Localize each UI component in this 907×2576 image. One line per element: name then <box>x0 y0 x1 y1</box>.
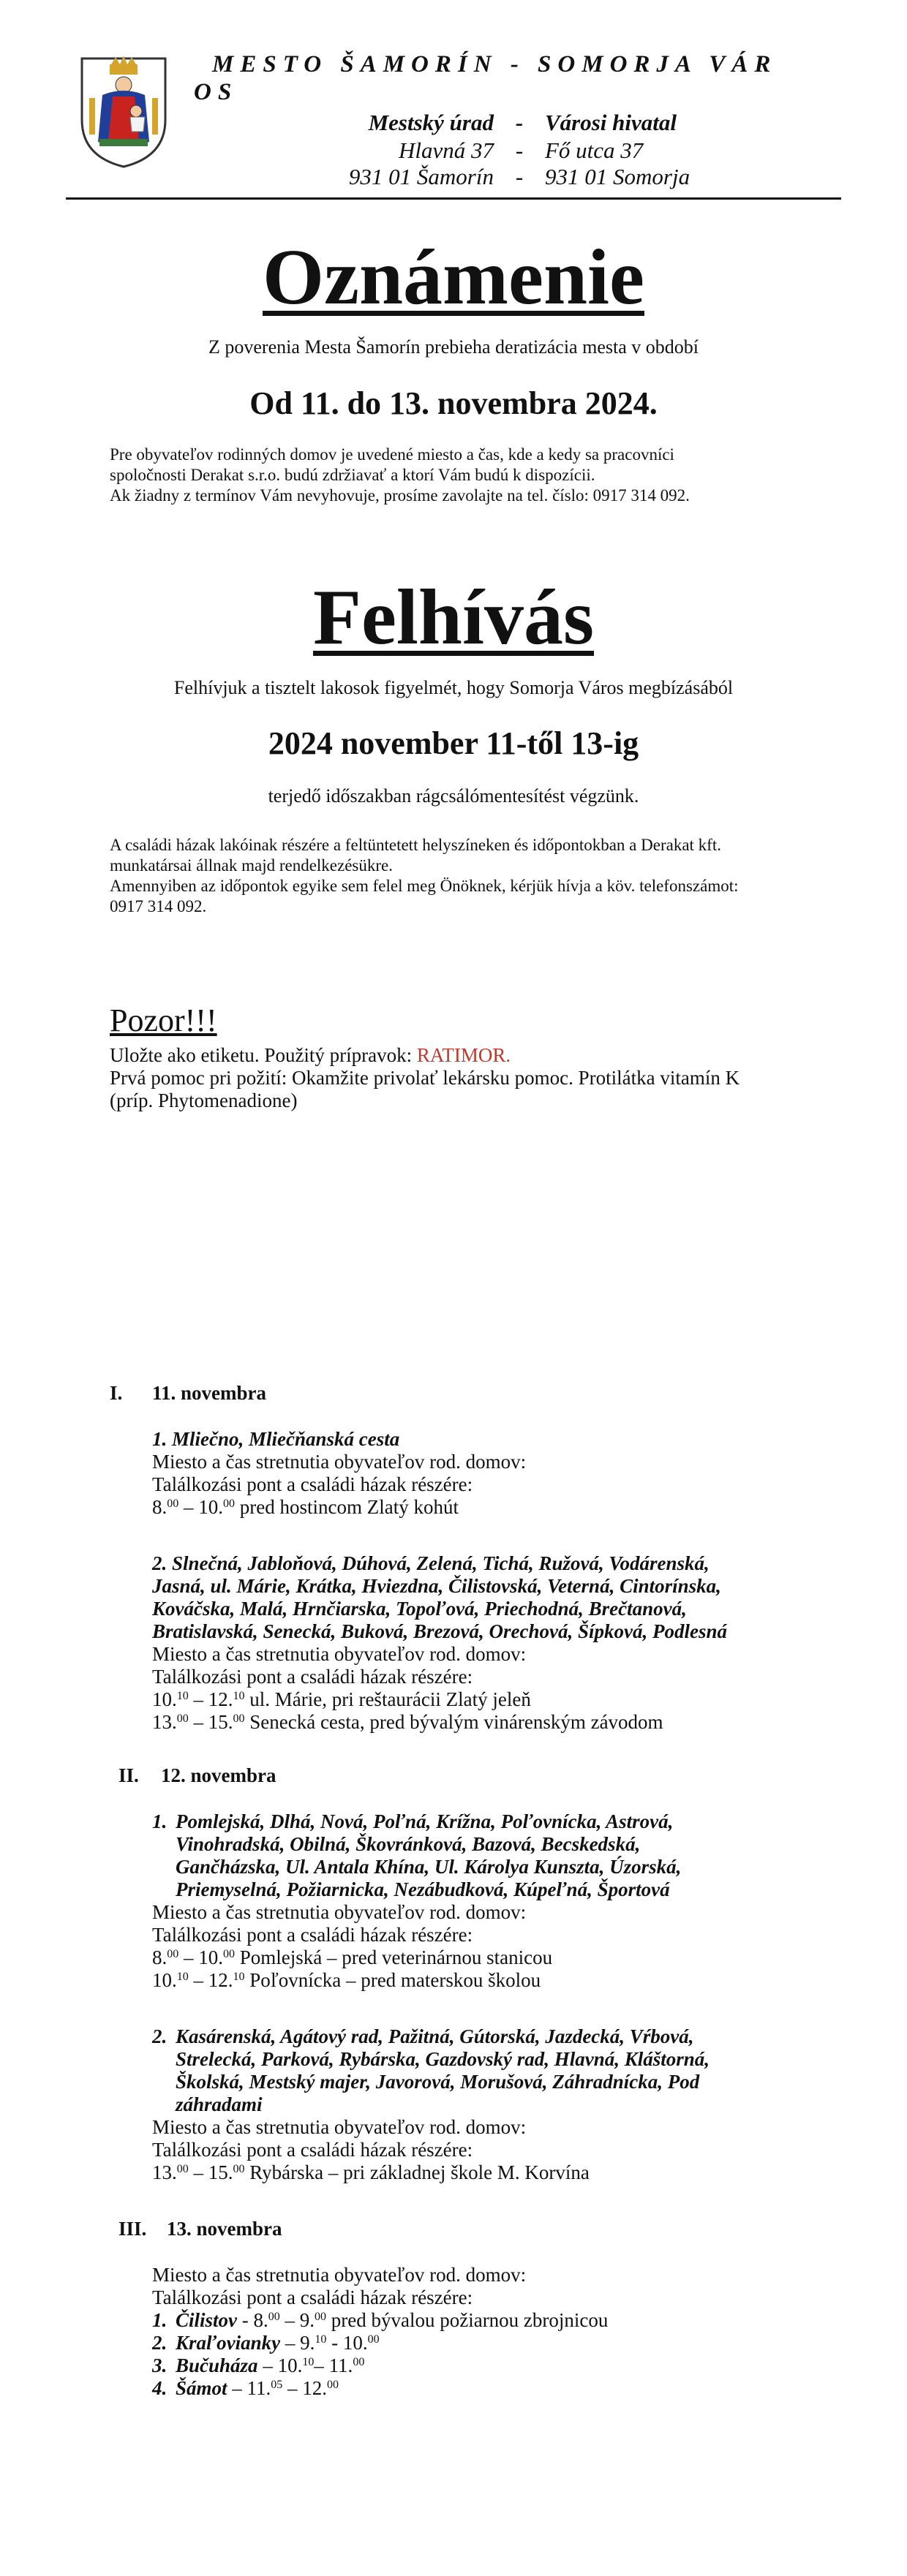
list-item: 3. Bučuháza – 10.10– 11.00 <box>152 2354 365 2376</box>
street-sk: Hlavná 37 <box>398 137 494 163</box>
sk-intro: Z poverenia Mesta Šamorín prebieha deratizácia mesta v období <box>208 336 699 358</box>
separator-dash: - <box>515 164 524 189</box>
list-item: 4. Šámot – 11.05 – 12.00 <box>152 2377 339 2399</box>
day-3-group <box>152 2264 825 2400</box>
streets-title: 1. Mliečno, Mliečňanská cesta <box>152 1428 400 1450</box>
time-line: 13.00 – 15.00 Senecká cesta, pred bývalým vinárenským závodom <box>152 1711 663 1733</box>
meet-hu: Találkozási pont a családi házak részére: <box>152 1924 473 1946</box>
time-line: 10.10 – 12.10 ul. Márie, pri reštaurácii Zlatý jeleň <box>152 1688 531 1710</box>
time-line: 13.00 – 15.00 Rybárska – pri základnej škole M. Korvína <box>152 2161 590 2183</box>
sk-para-line: spoločnosti Derakat s.r.o. budú zdržiavať a ktorí Vám budú k dispozícii. <box>110 466 595 484</box>
header-divider <box>66 197 841 200</box>
hu-date: 2024 november 11-től 13-ig <box>268 725 639 761</box>
hu-para-line: 0917 314 092. <box>110 897 207 915</box>
sk-para-line: Pre obyvateľov rodinných domov je uvedené miesto a čas, kde a kedy sa pracovníci <box>110 445 674 464</box>
day-1-group-1 <box>152 1428 825 1519</box>
warning-line2: Prvá pomoc pri požití: Okamžite privolať lekársku pomoc. Protilátka vitamín K <box>110 1067 740 1089</box>
streets-line: Priemyselná, Požiarnicka, Nezábudková, Kúpeľná, Športová <box>176 1878 670 1900</box>
hu-intro2: terjedő időszakban rágcsálómentesítést végzünk. <box>268 785 639 807</box>
hu-paragraph <box>110 835 812 917</box>
sk-title: Oznámenie <box>263 234 644 321</box>
day-1-group-2 <box>152 1552 825 1734</box>
hu-para-line: munkatársai állnak majd rendelkezésükre. <box>110 856 394 875</box>
streets-line: Kováčska, Malá, Hrnčiarska, Topoľová, Priechodná, Brečtanová, <box>152 1598 687 1620</box>
header-zip-row <box>285 164 764 190</box>
sk-paragraph <box>110 445 812 506</box>
meet-sk: Miesto a čas stretnutia obyvateľov rod. domov: <box>152 2264 527 2286</box>
day-2-group-1 <box>152 1810 825 1992</box>
day-1-roman: I. <box>110 1382 123 1404</box>
sk-para-line: Ak žiadny z termínov Vám nevyhovuje, prosíme zavolajte na tel. číslo: 0917 314 092. <box>110 486 690 505</box>
meet-sk: Miesto a čas stretnutia obyvateľov rod. domov: <box>152 2116 527 2138</box>
day-1-label: 11. novembra <box>152 1382 267 1404</box>
time-line: 10.10 – 12.10 Poľovnícka – pred materskou školou <box>152 1969 541 1991</box>
city-name-line1: MESTO ŠAMORÍN - SOMORJA VÁR <box>212 51 778 78</box>
separator-dash: - <box>515 137 524 163</box>
header-street-row <box>285 137 764 164</box>
time-line: 8.00 – 10.00 Pomlejská – pred veterinárnou stanicou <box>152 1946 553 1968</box>
day-2-label: 12. novembra <box>161 1764 276 1786</box>
meet-sk: Miesto a čas stretnutia obyvateľov rod. domov: <box>152 1451 527 1473</box>
hu-para-line: Amennyiben az időpontok egyike sem felel meg Önöknek, kérjük hívja a köv. telefonszámot: <box>110 877 739 895</box>
zip-hu: 931 01 Somorja <box>545 164 690 189</box>
warning-line3: (príp. Phytomenadione) <box>110 1089 298 1111</box>
streets-line: Bratislavská, Senecká, Buková, Brezová, Orechová, Šípková, Podlesná <box>152 1620 727 1642</box>
streets-line: Vinohradská, Obilná, Škovránková, Bazová, Becskedská, <box>176 1833 641 1855</box>
meet-hu: Találkozási pont a családi házak részére: <box>152 2139 473 2161</box>
header-office-row <box>285 110 764 136</box>
meet-sk: Miesto a čas stretnutia obyvateľov rod. domov: <box>152 1901 527 1923</box>
city-name-line2: OS <box>194 79 238 105</box>
streets-line: záhradami <box>176 2093 263 2115</box>
separator-dash: - <box>515 110 524 135</box>
zip-sk: 931 01 Šamorín <box>348 164 494 189</box>
day-3-roman: III. <box>118 2218 147 2240</box>
office-sk: Mestský úrad <box>368 110 494 135</box>
street-hu: Fő utca 37 <box>545 137 644 163</box>
warning-text <box>110 1044 841 1112</box>
meet-hu: Találkozási pont a családi házak részére: <box>152 2286 473 2308</box>
meet-hu: Találkozási pont a családi házak részére: <box>152 1473 473 1495</box>
warning-line1-prefix: Uložte ako etiketu. Použitý prípravok: <box>110 1044 417 1066</box>
hu-intro: Felhívjuk a tisztelt lakosok figyelmét, hogy Somorja Város megbízásából <box>173 677 734 698</box>
streets-line: 2. Slnečná, Jabloňová, Dúhová, Zelená, Tichá, Ružová, Vodárenská, <box>152 1552 710 1574</box>
streets-line: Gančházska, Ul. Antala Khína, Ul. Károlya Kunszta, Úzorská, <box>176 1856 682 1878</box>
coat-of-arms-logo <box>78 54 170 170</box>
streets-line: 2. Kasárenská, Agátový rad, Pažitná, Gútorská, Jazdecká, Vŕbová, <box>152 2025 694 2047</box>
list-item: 2. Kraľovianky – 9.10 - 10.00 <box>152 2332 380 2354</box>
hu-title: Felhívás <box>312 574 594 661</box>
list-item: 1. Čilistov - 8.00 – 9.00 pred bývalou požiarnou zbrojnicou <box>152 2309 609 2331</box>
office-hu: Városi hivatal <box>545 110 677 135</box>
meet-hu: Találkozási pont a családi házak részére: <box>152 1666 473 1688</box>
time-line: 8.00 – 10.00 pred hostincom Zlatý kohút <box>152 1496 459 1518</box>
streets-line: 1. Pomlejská, Dlhá, Nová, Poľná, Krížna, Poľovnícka, Astrová, <box>152 1810 674 1832</box>
meet-sk: Miesto a čas stretnutia obyvateľov rod. domov: <box>152 1643 527 1665</box>
sk-date: Od 11. do 13. novembra 2024. <box>249 385 658 421</box>
hu-para-line: A családi házak lakóinak részére a feltüntetett helyszíneken és időpontokban a Derakat kft. <box>110 836 721 854</box>
day-3-label: 13. novembra <box>167 2218 282 2240</box>
streets-line: Školská, Mestský majer, Javorová, Morušová, Záhradnícka, Pod <box>176 2071 700 2093</box>
day-2-group-2 <box>152 2025 825 2184</box>
warning-line1 <box>110 1044 841 1067</box>
product-name: RATIMOR. <box>416 1044 511 1066</box>
day-2-roman: II. <box>118 1764 139 1786</box>
warning-title: Pozor!!! <box>110 1002 217 1038</box>
streets-line: Strelecká, Parková, Rybárska, Gazdovský rad, Hlavná, Kláštorná, <box>176 2048 710 2070</box>
streets-line: Jasná, ul. Márie, Krátka, Hviezdna, Čilistovská, Veterná, Cintorínska, <box>152 1575 721 1597</box>
